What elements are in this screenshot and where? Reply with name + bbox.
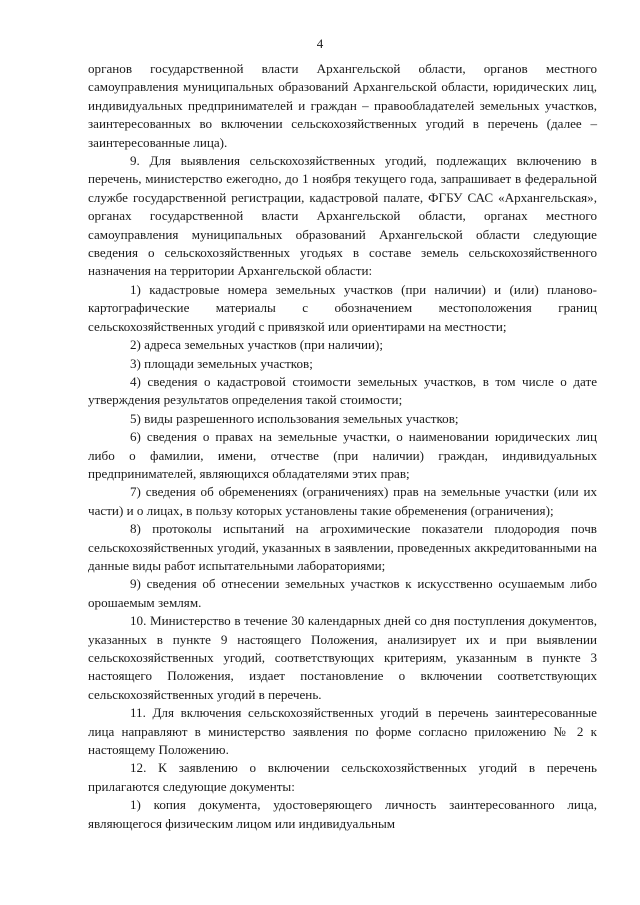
list-item-8: 8) протоколы испытаний на агрохимические показатели плодородия почв сельскохозяйственных угодий, указанных в заявлении, проведенных аккредитованными на данные виды работ испытательными лабораториями;: [88, 521, 597, 573]
document-body: [88, 60, 597, 833]
list-item-7: 7) сведения об обременениях (ограничениях) прав на земельные участки (или их части) и о лицах, в пользу которых установлены такие обременения (ограничения);: [88, 484, 597, 518]
list-item-3: 3) площади земельных участков;: [130, 355, 313, 371]
list-item-12-1: 1) копия документа, удостоверяющего личность заинтересованного лица, являющегося физическим лицом или индивидуальным: [88, 797, 597, 831]
list-item-2: 2) адреса земельных участков (при наличии);: [130, 337, 384, 353]
paragraph-clause-10: 10. Министерство в течение 30 календарных дней со дня поступления документов, указанных в пункте 9 настоящего Положения, анализирует их и при выявлении сельскохозяйственных угодий, соответствующих критериям, указанным в пункте 3 настоящего Положения, издает постановление о включении соответствующих сельскохозяйственных угодий в перечень.: [88, 613, 597, 702]
paragraph-continuation: органов государственной власти Архангельской области, органов местного самоуправления муниципальных образований Архангельской области, юридических лиц, индивидуальных предпринимателей и граждан – правообладателей земельных участков, заинтересованных во включении сельскохозяйственных угодий в перечень (далее – заинтересованные лица).: [88, 61, 597, 150]
paragraph-clause-12: 12. К заявлению о включении сельскохозяйственных угодий в перечень прилагаются следующие документы:: [88, 760, 597, 794]
list-item-1: 1) кадастровые номера земельных участков (при наличии) и (или) планово-картографические материалы с обозначением местоположения границ сельскохозяйственных угодий с привязкой или ориентирами на местности;: [88, 281, 597, 334]
list-item-9: 9) сведения об отнесении земельных участков к искусственно осушаемым либо орошаемым землям.: [88, 576, 597, 610]
paragraph-clause-11: 11. Для включения сельскохозяйственных угодий в перечень заинтересованные лица направляют в министерство заявления по форме согласно приложению № 2 к настоящему Положению.: [88, 705, 597, 758]
page-number: 4: [316, 36, 324, 51]
paragraph-clause-9: 9. Для выявления сельскохозяйственных угодий, подлежащих включению в перечень, министерство ежегодно, до 1 ноября текущего года, запрашивает в федеральной службе государственной регистрации, кадастровой палате, ФГБУ САС «Архангельская», органах государственной власти Архангельской области, органах местного самоуправления муниципальных образований Архангельской области следующие сведения о сельскохозяйственных угодьях в составе земель сельскохозяйственного назначения на территории Архангельской области:: [88, 153, 597, 279]
list-item-5: 5) виды разрешенного использования земельных участков;: [130, 410, 459, 426]
list-item-6: 6) сведения о правах на земельные участки, о наименовании юридических лиц либо о фамилии, имени, отчестве (при наличии) граждан, индивидуальных предпринимателей, являющихся обладателями этих прав;: [88, 429, 597, 481]
list-item-4: 4) сведения о кадастровой стоимости земельных участков, в том числе о дате утверждения результатов определения такой стоимости;: [88, 373, 597, 408]
